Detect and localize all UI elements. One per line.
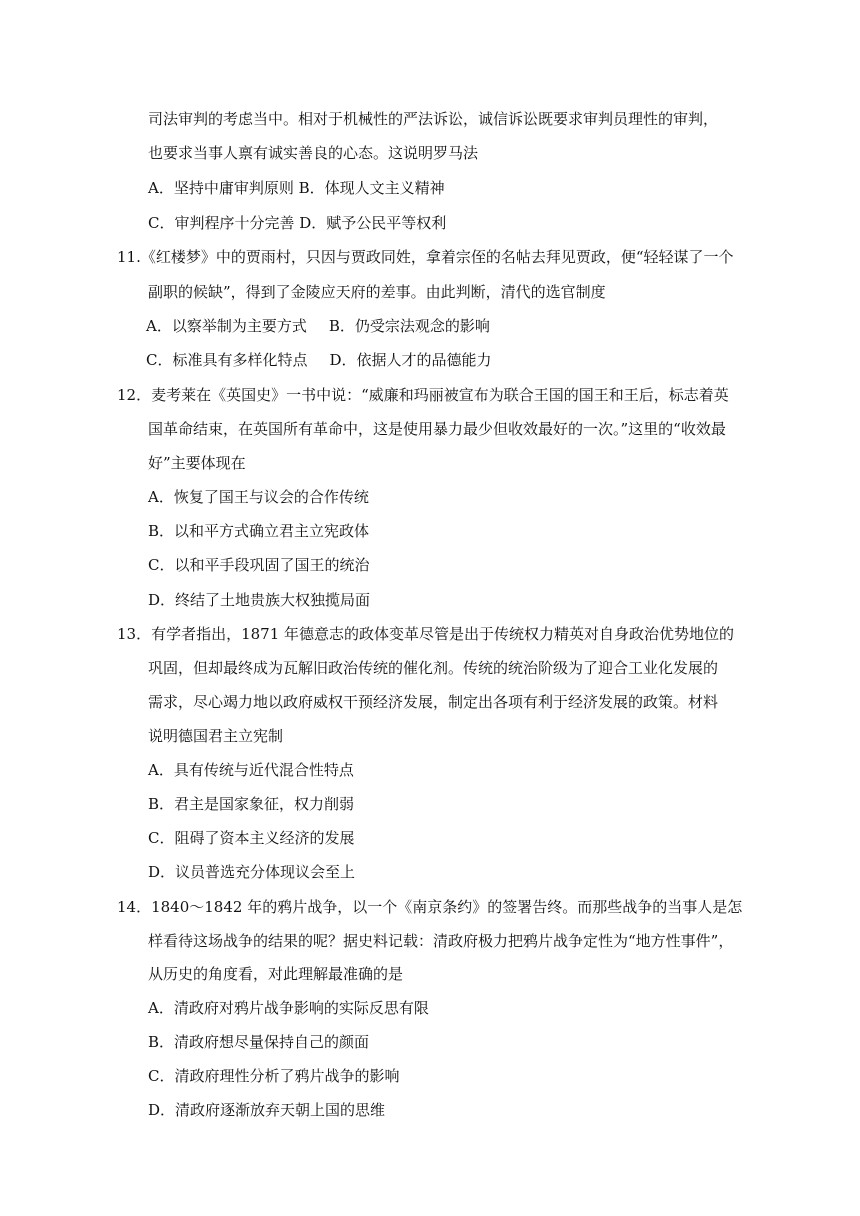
question-number: 12． xyxy=(117,386,152,404)
q12-option-b: B．以和平方式确立君主立宪政体 xyxy=(148,522,370,540)
option-a: A．以察举制为主要方式 xyxy=(146,317,307,335)
question-14 xyxy=(117,897,742,917)
q12-option-a: A．恢复了国王与议会的合作传统 xyxy=(148,488,369,506)
q13-stem-line-2: 巩固，但却最终成为瓦解旧政治传统的催化剂。传统的统治阶级为了迎合工业化发展的 xyxy=(148,659,719,677)
q14-option-a: A．清政府对鸦片战争影响的实际反思有限 xyxy=(148,999,429,1017)
q14-stem-line-2: 样看待这场战争的结果的呢？据史料记载：清政府极力把鸦片战争定性为“地方性事件”， xyxy=(148,932,734,950)
q12-stem-line-2: 国革命结束，在英国所有革命中，这是使用暴力最少但收效最好的一次。”这里的“收效最 xyxy=(148,420,726,438)
q10-option-row-2: C．审判程序十分完善 D．赋予公民平等权利 xyxy=(148,214,447,232)
question-stem-line: 麦考莱在《英国史》一书中说：“威廉和玛丽被宣布为联合王国的国王和王后，标志着英 xyxy=(151,386,729,404)
q13-option-a: A．具有传统与近代混合性特点 xyxy=(148,761,354,779)
q13-stem-line-3: 需求，尽心竭力地以政府威权干预经济发展，制定出各项有利于经济发展的政策。材料 xyxy=(148,693,719,711)
question-stem-line: 《红楼梦》中的贾雨村，只因与贾政同姓，拿着宗侄的名帖去拜见贾政，便“轻轻谋了一个 xyxy=(140,248,734,266)
q14-stem-line-3: 从历史的角度看，对此理解最准确的是 xyxy=(148,965,404,983)
option-c: C．标准具有多样化特点 xyxy=(146,351,308,369)
q10-continuation-line-1: 司法审判的考虑当中。相对于机械性的严法诉讼，诚信诉讼既要求审判员理性的审判， xyxy=(148,110,719,128)
q11-options-row-2 xyxy=(146,350,492,370)
question-number: 14． xyxy=(117,898,152,916)
q13-stem-line-4: 说明德国君主立宪制 xyxy=(148,727,284,745)
q11-stem-line-2: 副职的候缺”，得到了金陵应天府的差事。由此判断，清代的选官制度 xyxy=(148,283,606,301)
q11-options-row-1 xyxy=(146,316,490,336)
q13-option-d: D．议员普选充分体现议会至上 xyxy=(148,863,356,881)
q14-option-b: B．清政府想尽量保持自己的颜面 xyxy=(148,1033,370,1051)
q14-option-c: C．清政府理性分析了鸦片战争的影响 xyxy=(148,1067,400,1085)
question-13 xyxy=(117,624,734,644)
option-b: B．仍受宗法观念的影响 xyxy=(328,317,490,335)
q10-option-row-1: A．坚持中庸审判原则 B．体现人文主义精神 xyxy=(148,179,445,197)
question-stem-line: 1840～1842 年的鸦片战争，以一个《南京条约》的签署告终。而那些战争的当事人是怎 xyxy=(151,898,743,916)
q12-option-d: D．终结了土地贵族大权独揽局面 xyxy=(148,591,371,609)
q12-stem-line-3: 好”主要体现在 xyxy=(148,454,246,472)
q10-continuation-line-2: 也要求当事人禀有诚实善良的心态。这说明罗马法 xyxy=(148,144,479,162)
q14-option-d: D．清政府逐渐放弃天朝上国的思维 xyxy=(148,1101,386,1119)
q13-option-c: C．阻碍了资本主义经济的发展 xyxy=(148,829,355,847)
question-number: 11. xyxy=(117,248,141,266)
question-number: 13． xyxy=(117,625,152,643)
option-d: D．依据人才的品德能力 xyxy=(329,351,492,369)
question-11 xyxy=(117,247,734,267)
q13-option-b: B．君主是国家象征，权力削弱 xyxy=(148,795,355,813)
question-12 xyxy=(117,385,729,405)
q12-option-c: C．以和平手段巩固了国王的统治 xyxy=(148,556,370,574)
question-stem-line: 有学者指出，1871 年德意志的政体变革尽管是出于传统权力精英对自身政治优势地位的 xyxy=(151,625,735,643)
